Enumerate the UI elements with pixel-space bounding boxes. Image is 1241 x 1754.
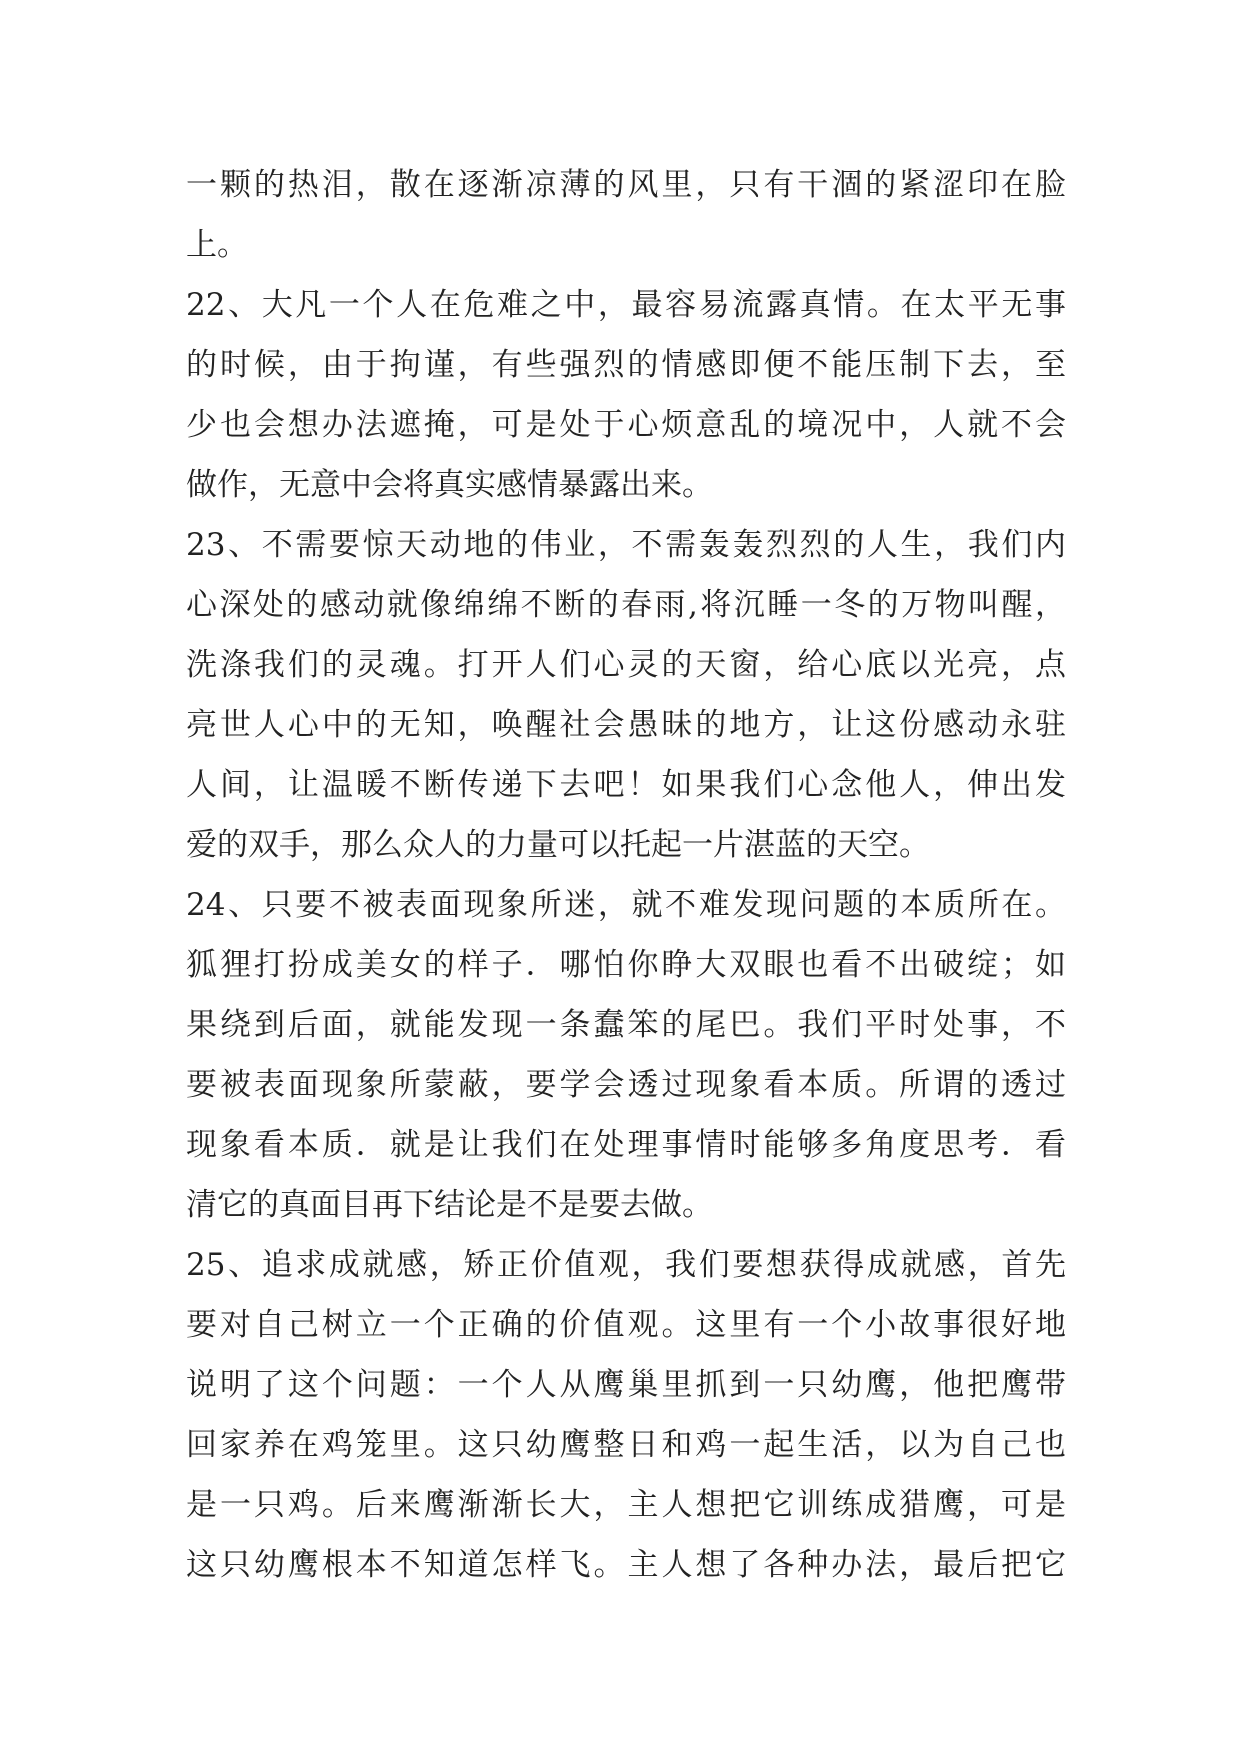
text-line: 洗涤我们的灵魂。打开人们心灵的天窗，给心底以光亮，点 [186, 647, 1066, 683]
text-line: 心深处的感动就像绵绵不断的春雨,将沉睡一冬的万物叫醒， [186, 587, 1066, 623]
text-line: 说明了这个问题：一个人从鹰巢里抓到一只幼鹰，他把鹰带 [186, 1367, 1066, 1403]
text-line: 一颗的热泪，散在逐渐凉薄的风里，只有干涸的紧涩印在脸 [186, 167, 1066, 203]
text-line: 亮世人心中的无知，唤醒社会愚昧的地方，让这份感动永驻 [186, 707, 1066, 743]
text-line: 要被表面现象所蒙蔽，要学会透过现象看本质。所谓的透过 [186, 1067, 1066, 1103]
document-body [186, 155, 1066, 1595]
text-line: 22、大凡一个人在危难之中，最容易流露真情。在太平无事 [186, 287, 1066, 323]
text-line: 25、追求成就感，矫正价值观，我们要想获得成就感，首先 [186, 1247, 1066, 1283]
text-line: 是一只鸡。后来鹰渐渐长大，主人想把它训练成猎鹰，可是 [186, 1487, 1066, 1523]
text-line: 的时候，由于拘谨，有些强烈的情感即便不能压制下去，至 [186, 347, 1066, 383]
text-line: 果绕到后面，就能发现一条蠢笨的尾巴。我们平时处事，不 [186, 1007, 1066, 1043]
text-line: 狐狸打扮成美女的样子．哪怕你睁大双眼也看不出破绽；如 [186, 947, 1066, 983]
text-line: 要对自己树立一个正确的价值观。这里有一个小故事很好地 [186, 1307, 1066, 1343]
text-line: 上。 [186, 227, 248, 263]
text-line: 24、只要不被表面现象所迷，就不难发现问题的本质所在。 [186, 887, 1066, 923]
text-line: 23、不需要惊天动地的伟业，不需轰轰烈烈的人生，我们内 [186, 527, 1066, 563]
text-line: 少也会想办法遮掩，可是处于心烦意乱的境况中，人就不会 [186, 407, 1066, 443]
text-line: 这只幼鹰根本不知道怎样飞。主人想了各种办法，最后把它 [186, 1547, 1066, 1583]
text-line: 清它的真面目再下结论是不是要去做。 [186, 1187, 713, 1223]
text-line: 爱的双手，那么众人的力量可以托起一片湛蓝的天空。 [186, 827, 930, 863]
text-line: 回家养在鸡笼里。这只幼鹰整日和鸡一起生活，以为自己也 [186, 1427, 1066, 1463]
text-line: 人间，让温暖不断传递下去吧！如果我们心念他人，伸出发 [186, 767, 1066, 803]
text-line: 做作，无意中会将真实感情暴露出来。 [186, 467, 713, 503]
text-line: 现象看本质．就是让我们在处理事情时能够多角度思考．看 [186, 1127, 1066, 1163]
